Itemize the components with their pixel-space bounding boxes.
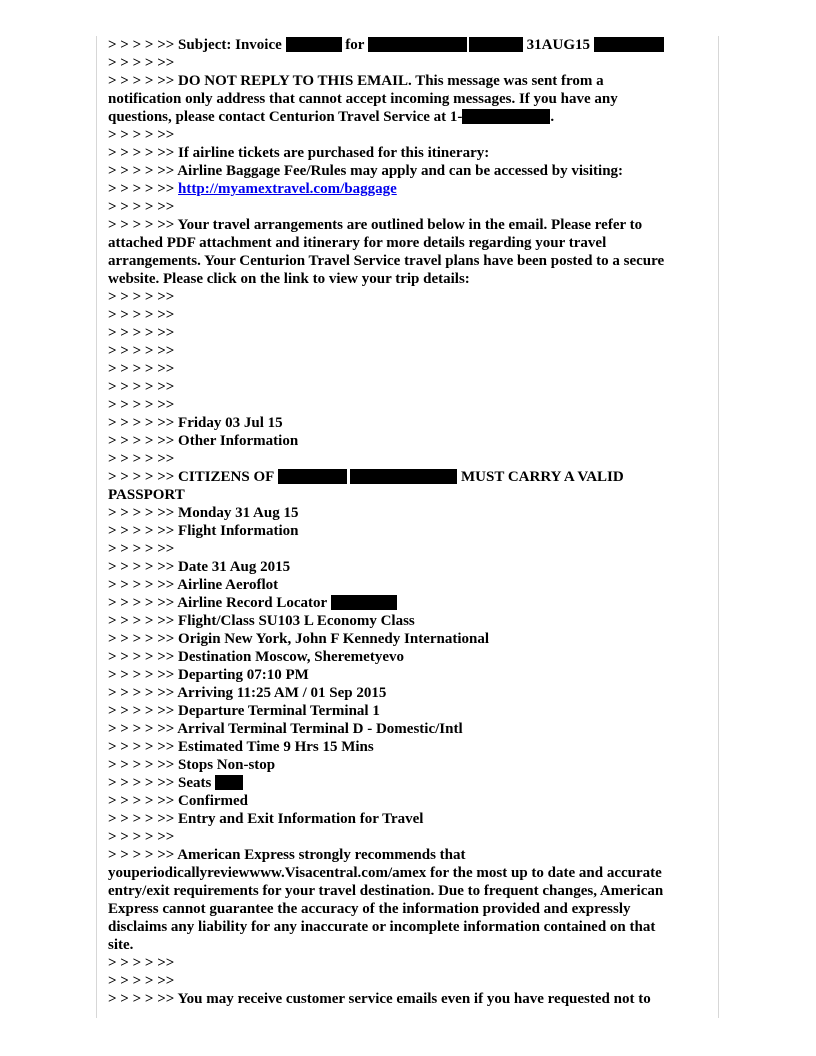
email-line (108, 54, 712, 72)
quoted-text: > > > > >> Flight/Class SU103 L Economy Class (108, 613, 415, 629)
email-line (108, 72, 712, 90)
quoted-text: > > > > >> Subject: Invoice (108, 37, 286, 53)
email-body (108, 36, 712, 1008)
quoted-text: > > > > >> (108, 361, 175, 377)
email-line (108, 900, 712, 918)
quoted-text: > > > > >> American Express strongly recommends that (108, 847, 466, 863)
quoted-text: > > > > >> Entry and Exit Information for Travel (108, 811, 424, 827)
quoted-text: > > > > >> Departing 07:10 PM (108, 667, 309, 683)
email-line (108, 612, 712, 630)
email-line (108, 234, 712, 252)
email-line (108, 360, 712, 378)
email-line (108, 90, 712, 108)
redaction-bar (278, 469, 347, 484)
email-line (108, 954, 712, 972)
email-line (108, 450, 712, 468)
quoted-text: > > > > >> Your travel arrangements are outlined below in the email. Please refer to (108, 217, 643, 233)
quoted-text: > > > > >> (108, 973, 175, 989)
quoted-text: > > > > >> (108, 325, 175, 341)
quoted-text: > > > > >> Friday 03 Jul 15 (108, 415, 283, 431)
email-line (108, 378, 712, 396)
email-line (108, 918, 712, 936)
redaction-bar (368, 37, 467, 52)
redaction-bar (286, 37, 342, 52)
email-line (108, 630, 712, 648)
email-line (108, 468, 712, 486)
quoted-text: > > > > >> (108, 199, 175, 215)
email-line (108, 504, 712, 522)
quoted-text: > > > > >> Airline Baggage Fee/Rules may apply and can be accessed by visiting: (108, 163, 624, 179)
quoted-text: > > > > >> (108, 397, 175, 413)
baggage-link[interactable]: http://myamextravel.com/baggage (178, 181, 397, 197)
email-line (108, 972, 712, 990)
quoted-text: PASSPORT (108, 487, 185, 503)
redaction-bar (462, 109, 550, 124)
quoted-text: > > > > >> Seats (108, 775, 216, 791)
quoted-text: website. Please click on the link to view your trip details: (108, 271, 470, 287)
email-line (108, 720, 712, 738)
email-line (108, 252, 712, 270)
email-line (108, 144, 712, 162)
quoted-text: > > > > >> (108, 541, 175, 557)
email-line (108, 36, 712, 54)
quoted-text: > > > > >> DO NOT REPLY TO THIS EMAIL. This message was sent from a (108, 73, 604, 89)
quoted-text: > > > > >> Airline Record Locator (108, 595, 331, 611)
quoted-text: > > > > >> Arriving 11:25 AM / 01 Sep 2015 (108, 685, 387, 701)
quoted-text: entry/exit requirements for your travel destination. Due to frequent changes, American (108, 883, 664, 899)
quoted-text: disclaims any liability for any inaccurate or incomplete information contained on that (108, 919, 656, 935)
email-line (108, 486, 712, 504)
quoted-text: > > > > >> (108, 379, 175, 395)
email-line (108, 864, 712, 882)
quoted-text: > > > > >> Destination Moscow, Sheremetyevo (108, 649, 404, 665)
email-line (108, 126, 712, 144)
email-line (108, 828, 712, 846)
email-line (108, 270, 712, 288)
email-line (108, 990, 712, 1008)
quoted-text: attached PDF attachment and itinerary for more details regarding your travel (108, 235, 607, 251)
quoted-text: youperiodicallyreviewwww.Visacentral.com/amex for the most up to date and accurate (108, 865, 662, 881)
quoted-text: site. (108, 937, 134, 953)
email-line (108, 108, 712, 126)
quoted-text: > > > > >> (108, 127, 175, 143)
quoted-text: > > > > >> Arrival Terminal Terminal D - Domestic/Intl (108, 721, 463, 737)
quoted-text: > > > > >> (108, 181, 179, 197)
email-line (108, 738, 712, 756)
quoted-text: MUST CARRY A VALID (457, 469, 624, 485)
email-line (108, 342, 712, 360)
email-line (108, 414, 712, 432)
quoted-text: for (341, 37, 368, 53)
quoted-text: > > > > >> (108, 55, 175, 71)
quoted-text: . (550, 109, 555, 125)
quoted-text: > > > > >> (108, 289, 175, 305)
email-line (108, 684, 712, 702)
email-line (108, 306, 712, 324)
quoted-text: > > > > >> Flight Information (108, 523, 299, 539)
quoted-text: > > > > >> (108, 307, 175, 323)
redaction-bar (215, 775, 243, 790)
quoted-text: > > > > >> CITIZENS OF (108, 469, 278, 485)
quoted-text: > > > > >> Estimated Time 9 Hrs 15 Mins (108, 739, 374, 755)
quoted-text: > > > > >> (108, 829, 175, 845)
quoted-text: > > > > >> Other Information (108, 433, 299, 449)
quoted-text: > > > > >> Departure Terminal Terminal 1 (108, 703, 380, 719)
quoted-text: > > > > >> (108, 955, 175, 971)
quoted-text: > > > > >> Date 31 Aug 2015 (108, 559, 291, 575)
quoted-text: > > > > >> (108, 451, 175, 467)
quoted-text: > > > > >> Monday 31 Aug 15 (108, 505, 299, 521)
email-line (108, 882, 712, 900)
quoted-text: > > > > >> Airline Aeroflot (108, 577, 279, 593)
email-line (108, 522, 712, 540)
quoted-text: > > > > >> You may receive customer service emails even if you have requested not to (108, 991, 651, 1007)
quoted-text: > > > > >> Confirmed (108, 793, 249, 809)
quoted-text: > > > > >> If airline tickets are purchased for this itinerary: (108, 145, 490, 161)
email-line (108, 648, 712, 666)
email-line (108, 810, 712, 828)
quoted-text: > > > > >> Origin New York, John F Kennedy International (108, 631, 490, 647)
quoted-email-block (96, 36, 719, 1018)
quoted-text: notification only address that cannot accept incoming messages. If you have any (108, 91, 618, 107)
quoted-text: arrangements. Your Centurion Travel Service travel plans have been posted to a secure (108, 253, 665, 269)
redaction-bar (594, 37, 664, 52)
email-line (108, 162, 712, 180)
redaction-bar (469, 37, 523, 52)
email-line (108, 774, 712, 792)
quoted-text: Express cannot guarantee the accuracy of the information provided and expressly (108, 901, 631, 917)
email-line (108, 558, 712, 576)
email-line (108, 198, 712, 216)
quoted-text: > > > > >> (108, 343, 175, 359)
email-line (108, 324, 712, 342)
email-line (108, 594, 712, 612)
email-line (108, 216, 712, 234)
email-line (108, 396, 712, 414)
quoted-text: questions, please contact Centurion Travel Service at 1- (108, 109, 463, 125)
email-line (108, 288, 712, 306)
redaction-bar (350, 469, 457, 484)
email-line (108, 540, 712, 558)
email-line (108, 576, 712, 594)
quoted-text: 31AUG15 (522, 37, 594, 53)
email-line (108, 936, 712, 954)
email-line (108, 792, 712, 810)
email-line (108, 432, 712, 450)
email-line (108, 846, 712, 864)
redaction-bar (331, 595, 397, 610)
email-line (108, 702, 712, 720)
email-line (108, 666, 712, 684)
quoted-text: > > > > >> Stops Non-stop (108, 757, 276, 773)
email-line (108, 756, 712, 774)
email-line (108, 180, 712, 198)
